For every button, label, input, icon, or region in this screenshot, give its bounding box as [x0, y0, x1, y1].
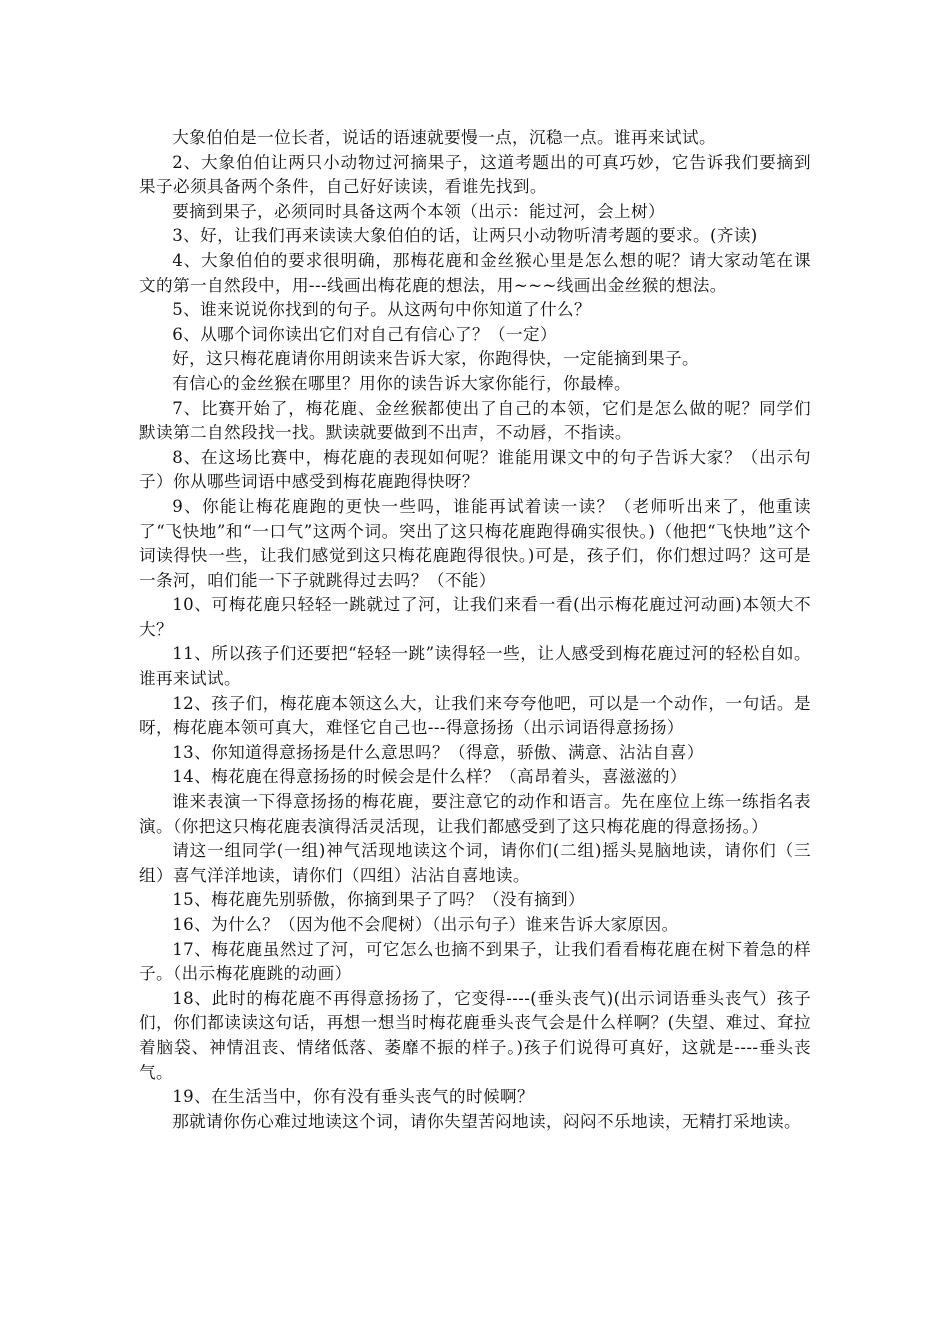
paragraph-18: 谁来表演一下得意扬扬的梅花鹿，要注意它的动作和语言。先在座位上练一练指名表演。（你把这只梅花鹿表演得活灵活现，让我们都感受到了这只梅花鹿的得意扬扬。） [139, 792, 811, 836]
document-page [139, 126, 811, 1134]
paragraph-8: 好，这只梅花鹿请你用朗读来告诉大家，你跑得快，一定能摘到果子。 [172, 349, 699, 369]
paragraph-3: 要摘到果子，必须同时具备这两个本领（出示：能过河，会上树） [172, 201, 666, 221]
paragraph-1: 大象伯伯是一位长者，说话的语速就要慢一点，沉稳一点。谁再来试试。 [172, 128, 716, 147]
paragraph-16: 13、你知道得意扬扬是什么意思吗？（得意，骄傲、满意、沾沾自喜） [172, 742, 704, 762]
paragraph-13: 10、可梅花鹿只轻轻一跳就过了河，让我们来看一看(出示梅花鹿过河动画)本领大不大？ [139, 595, 811, 639]
paragraph-21: 16、为什么？（因为他不会爬树）（出示句子）谁来告诉大家原因。 [172, 915, 679, 934]
paragraph-4: 3、好，让我们再来读读大象伯伯的话，让两只小动物听清考题的要求。(齐读) [172, 226, 758, 246]
paragraph-17: 14、梅花鹿在得意扬扬的时候会是什么样？（高昂着头，喜滋滋的） [172, 767, 687, 787]
paragraph-22: 17、梅花鹿虽然过了河，可它怎么也摘不到果子，让我们看看梅花鹿在树下着急的样子。（出示梅花鹿跳的动画） [139, 939, 811, 984]
paragraph-23: 18、此时的梅花鹿不再得意扬扬了，它变得----(垂头丧气)(出示词语垂头丧气）孩子们，你们都读读这句话，再想一想当时梅花鹿垂头丧气会是什么样啊？(失望、难过、耷拉着脑袋、神情沮丧、情绪低落、萎靡不振的样子。)孩子们说得可真好，这就是----垂头丧气。 [139, 988, 811, 1082]
paragraph-20: 15、梅花鹿先别骄傲，你摘到果子了吗？（没有摘到） [172, 890, 585, 910]
paragraph-6: 5、谁来说说你找到的句子。从这两句中你知道了什么？ [172, 300, 591, 320]
paragraph-24: 19、在生活当中，你有没有垂头丧气的时候啊？ [172, 1087, 534, 1107]
paragraph-12: 9、你能让梅花鹿跑的更快一些吗，谁能再试着读一读？（老师听出来了，他重读了“飞快地”和“一口气”这两个词。突出了这只梅花鹿跑得确实很快。)（他把“飞快地”这个词读得快一些，让我们感觉到这只梅花鹿跑得很快。)可是，孩子们，你们想过吗？这可是一条河，咱们能一下子就跳得过去吗？（不能） [139, 496, 811, 590]
paragraph-11: 8、在这场比赛中，梅花鹿的表现如何呢？谁能用课文中的句子告诉大家？（出示句子）你从哪些词语中感受到梅花鹿跑得快呀？ [139, 447, 811, 492]
paragraph-19: 请这一组同学(一组)神气活现地读这个词，请你们(二组)摇头晃脑地读，请你们（三组）喜气洋洋地读，请你们（四组）沾沾自喜地读。 [139, 841, 811, 885]
paragraph-25: 那就请你伤心难过地读这个词，请你失望苦闷地读，闷闷不乐地读，无精打采地读。 [172, 1111, 801, 1131]
paragraph-5: 4、大象伯伯的要求很明确，那梅花鹿和金丝猴心里是怎么想的呢？请大家动笔在课文的第一自然段中，用---线画出梅花鹿的想法，用~~~线画出金丝猴的想法。 [139, 250, 811, 295]
paragraph-15: 12、孩子们，梅花鹿本领这么大，让我们来夸夸他吧，可以是一个动作，一句话。是呀，梅花鹿本领可真大，难怪它自己也---得意扬扬（出示词语得意扬扬） [139, 693, 811, 738]
paragraph-9: 有信心的金丝猴在哪里？用你的读告诉大家你能行，你最棒。 [172, 373, 632, 393]
paragraph-10: 7、比赛开始了，梅花鹿、金丝猴都使出了自己的本领，它们是怎么做的呢？同学们默读第二自然段找一找。默读就要做到不出声，不动唇，不指读。 [139, 398, 811, 443]
paragraph-7: 6、从哪个词你读出它们对自己有信心了？（一定） [172, 324, 558, 344]
paragraph-14: 11、所以孩子们还要把“轻轻一跳”读得轻一些，让人感受到梅花鹿过河的轻松自如。谁再来试试。 [139, 644, 811, 689]
paragraph-2: 2、大象伯伯让两只小动物过河摘果子，这道考题出的可真巧妙，它告诉我们要摘到果子必须具备两个条件，自己好好读读，看谁先找到。 [139, 152, 811, 197]
